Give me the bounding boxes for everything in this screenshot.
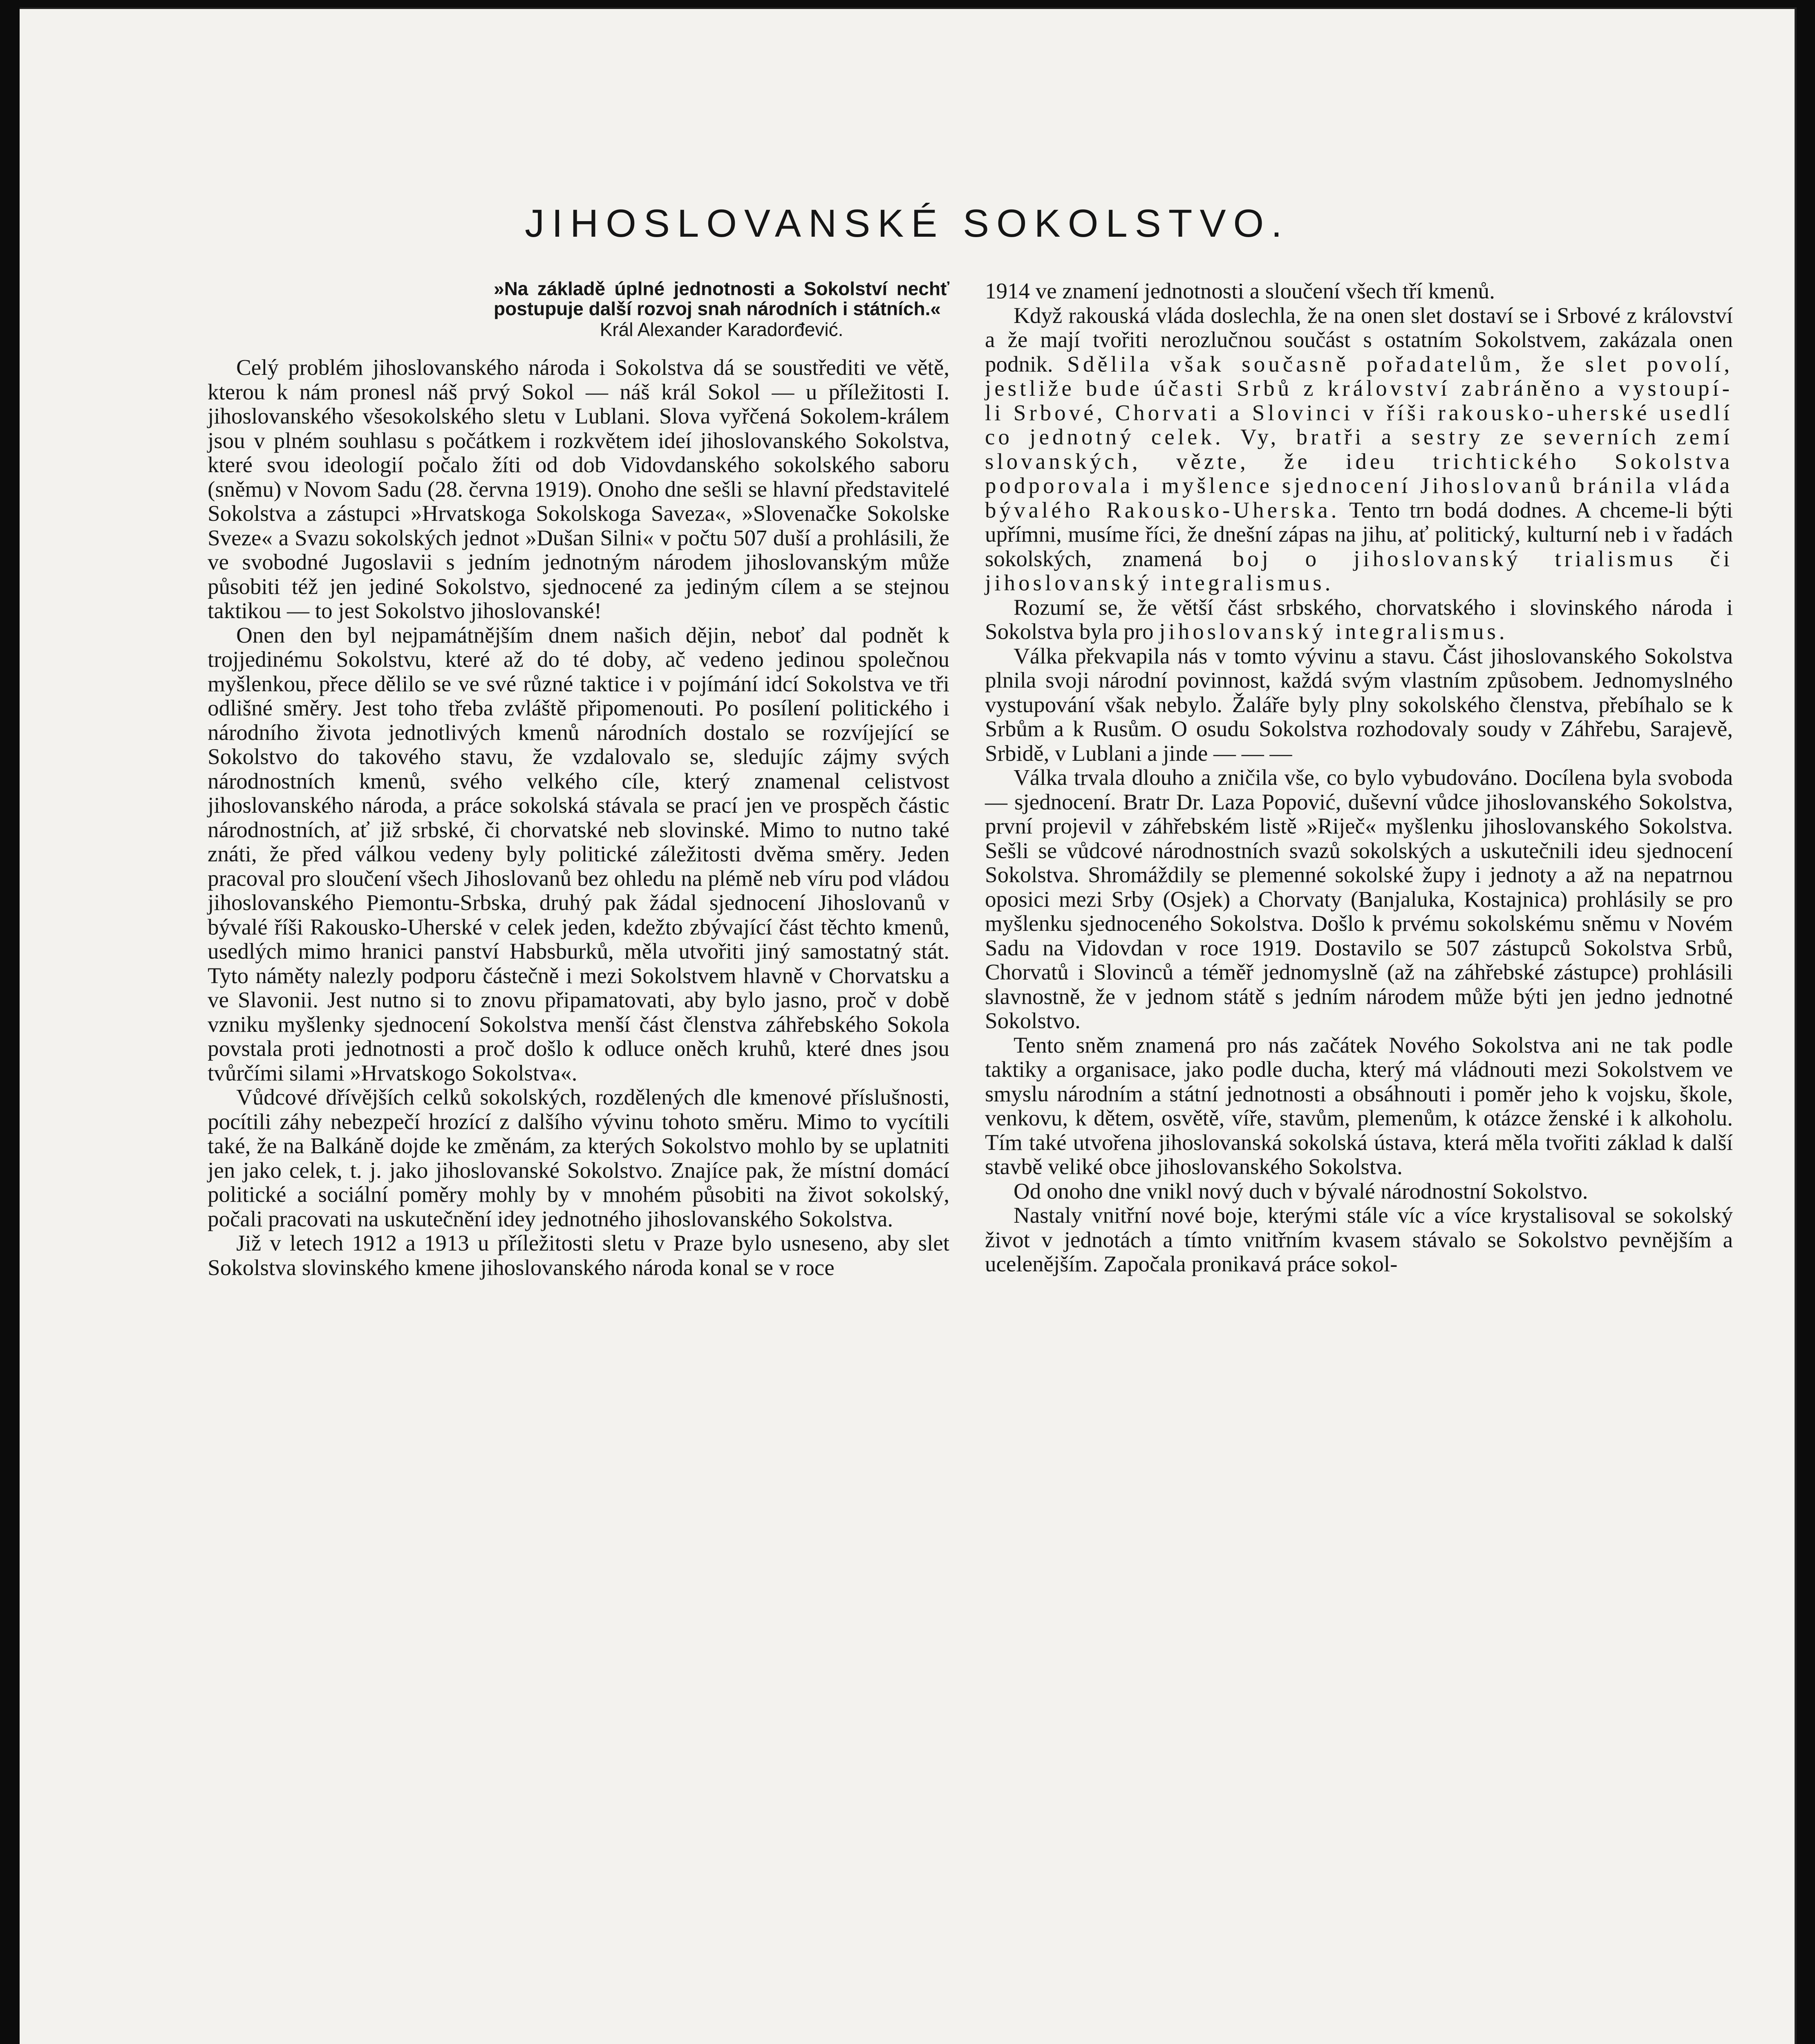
epigraph-quote: »Na základě úplné jednotnosti a Sokolství nechť postupuje další rozvoj snah národních i státních.« (494, 278, 949, 319)
spaced-text: boj o jihoslovanský trialismus či jihoslovanský integralismus. (985, 546, 1733, 595)
text-run: Když rakouská vláda doslechla, že na onen slet dostaví se i Srbové z království a že mají tvořiti nerozlučnou součást s ostatním Sokolstvem, zakázala onen podnik. (985, 303, 1733, 377)
left-column (208, 279, 949, 1280)
paragraph (985, 595, 1733, 644)
paragraph: Nastaly vnitřní nové boje, kterými stále víc a více krystalisoval se sokolský život v jednotách a tímto vnitřním kvasem stávalo se Sokolstvo pevnějším a ucelenějším. Započala pronikavá práce sokol- (985, 1203, 1733, 1276)
text-run: Tento trn bodá dodnes. A chceme-li býti upřímni, musíme říci, že dnešní zápas na jihu, ať politický, kulturní neb i v řadách sokolských, znamená (985, 497, 1733, 571)
article-title: JIHOSLOVANSKÉ SOKOLSTVO. (525, 202, 1289, 245)
spaced-text: jihoslovanský integralismus. (1159, 619, 1508, 644)
paragraph: Válka překvapila nás v tomto vývinu a stavu. Část jihoslovanského Sokolstva plnila svoji národní povinnost, každá svým vlastním způsobem. Jednomyslného vystupování však nebylo. Žaláře byly plny sokolského členstva, přebíhalo se k Srbům a k Rusům. O osudu Sokolstva rozhodovaly soudy v Záhřebu, Sarajevě, Srbidě, v Lublani a jinde — — — (985, 643, 1733, 766)
paragraph: Válka trvala dlouho a zničila vše, co bylo vybudováno. Docílena byla svoboda — sjednocení. Bratr Dr. Laza Popović, duševní vůdce jihoslovanského Sokolstva, první projevil v záhřebském listě »Riječ« myšlenku jihoslovanského Sokolstva. Sešli se vůdcové národnostních svazů sokolských a uskutečnili ideu sjednocení Sokolstva. Shromáždily se plemenné sokolské župy i jednoty a až na nepatrnou oposici mezi Srby (Osjek) a Chorvaty (Banjaluka, Kostajnica) prohlásily se pro myšlenku sjednoceného Sokolstva. Došlo k prvému sokolskému sněmu v Novém Sadu na Vidovdan v roce 1919. Dostavilo se 507 zástupců Sokolstva Srbů, Chorvatů i Slovinců a téměř jednomyslně (až na záhřebské zástupce) prohlásili slavnostně, že v jednom státě s jedním národem může býti jen jedno jednotné Sokolstvo. (985, 765, 1733, 1033)
paragraph: Tento sněm znamená pro nás začátek Nového Sokolstva ani ne tak podle taktiky a organisace, jako podle ducha, který má vládnouti mezi Sokolstvem ve smyslu národním a státní jednotnosti a obsáhnouti i poměr jeho k vojsku, škole, venkovu, k dětem, osvětě, víře, stavům, plemenům, k otázce ženské i k alkoholu. Tím také utvořena jihoslovanská sokolská ústava, která měla tvořiti základ k další stavbě veliké obce jihoslovanského Sokolstva. (985, 1032, 1733, 1179)
paragraph (985, 303, 1733, 595)
page (20, 7, 1797, 2044)
paragraph: Od onoho dne vnikl nový duch v bývalé národnostní Sokolstvo. (1014, 1178, 1588, 1204)
paragraph: Celý problém jihoslovanského národa i Sokolstva dá se soustřediti ve větě, kterou k nám pronesl náš prvý Sokol — náš král Sokol — u příležitosti I. jihoslovanského všesokolského sletu v Lublani. Slova vyřčená Sokolem-králem jsou v plném souhlasu s počátkem i rozkvětem ideí jihoslovanského Sokolstva, které svou ideologií počalo žíti od dob Vidovdanského sokolského saboru (sněmu) v Novom Sadu (28. června 1919). Onoho dne sešli se hlavní představitelé Sokolstva a zástupci »Hrvatskoga Sokolskoga Saveza«, »Slovenačke Sokolske Sveze« a Svazu sokolských jednot »Dušan Silni« v počtu 507 duší a prohlásili, že ve svobodné Jugoslavii s jedním jednotným národem jihoslovanským může působiti též jen jediné Sokolstvo, sjednocené za jediným cílem a se stejnou taktikou — to jest Sokolstvo jihoslovanské! (208, 355, 949, 623)
epigraph (494, 279, 949, 340)
paragraph: Již v letech 1912 a 1913 u příležitosti sletu v Praze bylo usneseno, aby slet Sokolstva slovinského kmene jihoslovanského národa konal se v roce (208, 1230, 949, 1280)
right-column (985, 279, 1733, 1276)
paragraph: Vůdcové dřívějších celků sokolských, rozdělených dle kmenové příslušnosti, pocítili záhy nebezpečí hrozící z dalšího vývinu tohoto směru. Mimo to vycítili také, že na Balkáně dojde ke změnám, za kterých Sokolstvo mohlo by se uplatniti jen jako celek, t. j. jako jihoslovanské Sokolstvo. Znajíce pak, že místní domácí politické a sociální poměry mohly by v mnohém působiti na život sokolský, počali pracovati na uskutečnění idey jednotného jihoslovanského Sokolstva. (208, 1085, 949, 1231)
spaced-text: Sdělila však současně pořadatelům, že slet povolí, jestliže bude účasti Srbů z království zabráněno a vystoupí-li Srbové, Chorvati a Slovinci v říši rakousko-uherské usedlí co jednotný celek. Vy, bratři a sestry ze severních zemí slovanských, vězte, že ideu trichtického Sokolstva podporovala i myšlence sjednocení Jihoslovanů bránila vláda bývalého Rakousko-Uherska. (985, 351, 1733, 522)
epigraph-author: Král Alexander Karadorđević. (600, 319, 844, 340)
paragraph: 1914 ve znamení jednotnosti a sloučení všech tří kmenů. (985, 278, 1495, 303)
text-run: Rozumí se, že větší část srbského, chorvatského i slovinského národa i Sokolstva byla pro (985, 594, 1733, 644)
paragraph: Onen den byl nejpamátnějším dnem našich dějin, neboť dal podnět k trojjedinému Sokolstvu, které až do té doby, ač vedeno jedinou společnou myšlenkou, přece dělilo se ve své různé taktice i v pojímání idcí Sokolstva ve tři odlišné směry. Jest toho třeba zvláště připomenouti. Po posílení politického i národního života jednotlivých kmenů národních dostalo se rozvíjející se Sokolstvo do takového stavu, že vzdalovalo se, sledujíc zájmy svých národnostních kmenů, svého velkého cíle, který znamenal celistvost jihoslovanského národa, a práce sokolská stávala se prací jen ve prospěch částic národnostních, ať již srbské, či chorvatské neb slovinské. Mimo to nutno také znáti, že před válkou vedeny byly politické záležitosti dvěma směry. Jeden pracoval pro sloučení všech Jihoslovanů bez ohledu na plémě neb víru pod vládou jihoslovanského Piemontu-Srbska, druhý pak žádal sjednocení Jihoslovanů v bývalé říši Rakousko-Uherské v celek jeden, kdežto zbývající část těchto kmenů, usedlých mimo hranici panství Habsburků, měla utvořiti jiný samostatný stát. Tyto náměty nalezly podporu částečně i mezi Sokolstvem hlavně v Chorvatsku a ve Slavonii. Jest nutno si to znovu připamatovati, aby bylo jasno, proč v době vzniku myšlenky sjednocení Sokolstva menší část členstva záhřebského Sokola povstala proti jednotnosti a proč došlo k odluce oněch kruhů, které dnes jsou tvůrčími silami »Hrvatskogo Sokolstva«. (208, 622, 949, 1085)
